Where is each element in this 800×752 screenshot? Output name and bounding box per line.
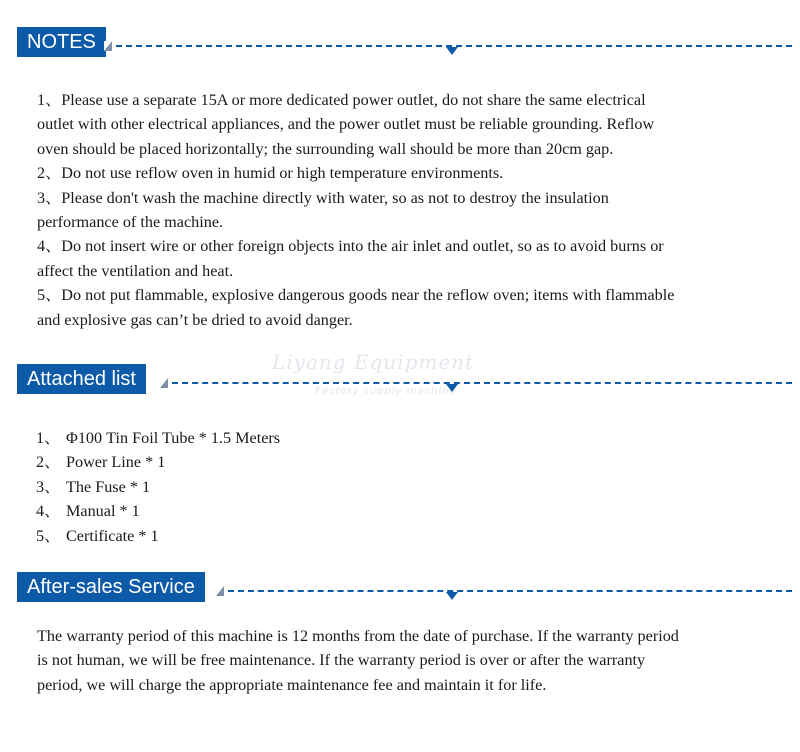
notes-line: 1、Please use a separate 15A or more dedicated power outlet, do not share the same electrical: [37, 91, 646, 109]
dashed-divider: [228, 590, 792, 592]
list-number: 5、: [36, 526, 61, 545]
tab-corner-icon: [160, 378, 168, 388]
aftersales-body: [37, 624, 782, 697]
aftersales-title: After-sales Service: [17, 572, 205, 602]
list-item: [36, 426, 781, 450]
list-number: 1、: [36, 429, 61, 447]
list-text: Certificate * 1: [66, 526, 159, 545]
dashed-divider: [172, 382, 792, 384]
list-number: 4、: [36, 502, 61, 521]
list-number: 2、: [36, 453, 61, 472]
arrow-down-icon: [446, 384, 458, 392]
notes-line: 4、Do not insert wire or other foreign objects into the air inlet and outlet, so as to avoid burns or: [37, 237, 664, 256]
list-item: [36, 499, 781, 523]
attached-header: [0, 364, 800, 398]
notes-line: 3、Please don't wash the machine directly with water, so as not to destroy the insulation: [37, 188, 609, 207]
notes-line: and explosive gas can’t be dried to avoid danger.: [37, 310, 353, 329]
list-text: Φ100 Tin Foil Tube * 1.5 Meters: [66, 429, 281, 447]
arrow-down-icon: [446, 47, 458, 55]
list-text: Power Line * 1: [66, 453, 166, 472]
list-item: [36, 450, 781, 474]
list-text: Manual * 1: [66, 502, 140, 521]
notes-line: 2、Do not use reflow oven in humid or high temperature environments.: [37, 164, 504, 183]
notes-line: oven should be placed horizontally; the surrounding wall should be more than 20cm gap.: [37, 139, 614, 158]
notes-body: [37, 88, 782, 332]
attached-title: Attached list: [17, 364, 146, 394]
aftersales-line: period, we will charge the appropriate maintenance fee and maintain it for life.: [37, 675, 547, 694]
notes-title: NOTES: [17, 27, 106, 57]
notes-line: outlet with other electrical appliances, and the power outlet must be reliable grounding. Reflow: [37, 115, 655, 134]
aftersales-line: The warranty period of this machine is 12 months from the date of purchase. If the warranty period: [37, 627, 679, 645]
aftersales-header: [0, 572, 800, 606]
list-text: The Fuse * 1: [66, 477, 151, 496]
watermark-subtext: Factory supply machine: [315, 386, 457, 397]
watermark-logo: Liyang Equipment: [272, 350, 475, 374]
arrow-down-icon: [446, 592, 458, 600]
notes-line: performance of the machine.: [37, 213, 224, 232]
tab-corner-icon: [216, 586, 224, 596]
tab-corner-icon: [104, 41, 112, 51]
list-number: 3、: [36, 477, 61, 496]
notes-header: [0, 27, 800, 61]
list-item: [36, 524, 781, 548]
aftersales-line: is not human, we will be free maintenance. If the warranty period is over or after the warranty: [37, 651, 646, 670]
attached-list: [36, 426, 781, 548]
notes-line: affect the ventilation and heat.: [37, 261, 234, 280]
notes-line: 5、Do not put flammable, explosive dangerous goods near the reflow oven; items with flammable: [37, 286, 675, 305]
list-item: [36, 475, 781, 499]
